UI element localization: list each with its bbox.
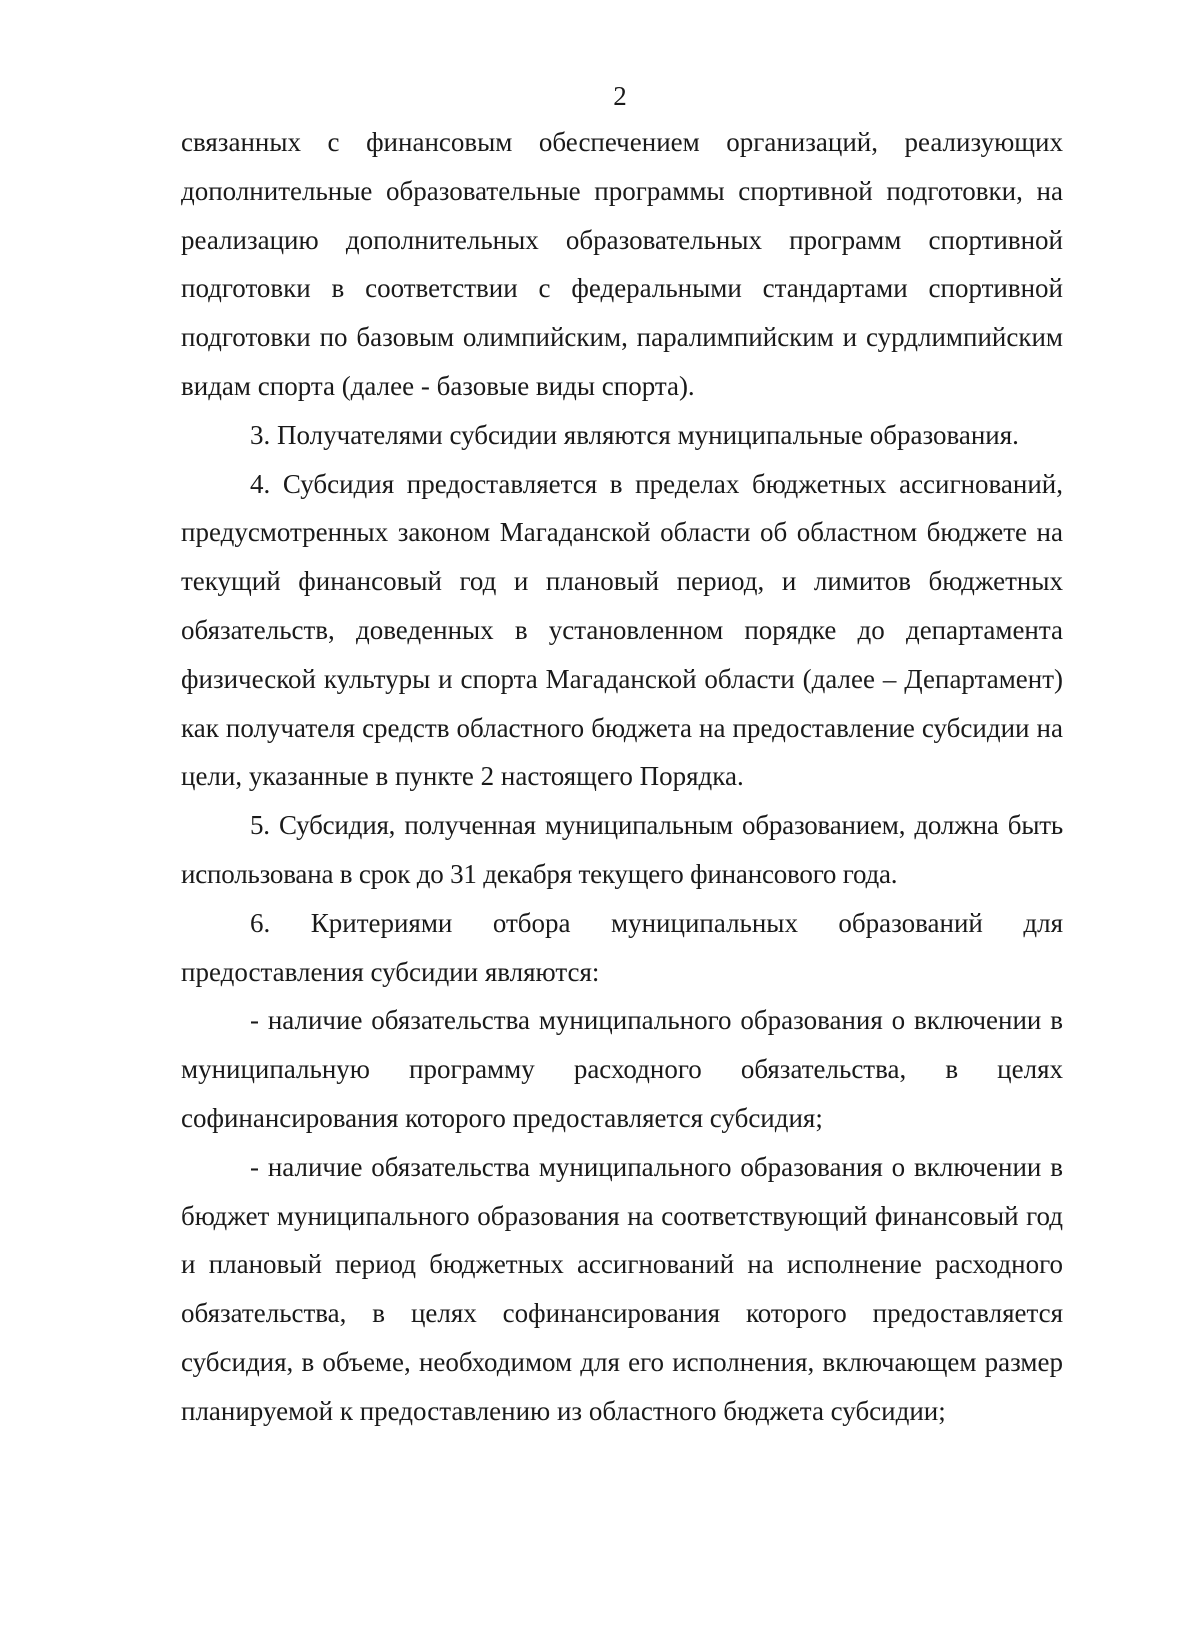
paragraph-item-5: 5. Субсидия, полученная муниципальным образованием, должна быть использована в срок до 31 декабря текущего финансового года.: [181, 810, 1063, 889]
document-body: [181, 118, 1063, 1436]
paragraph-item-3: 3. Получателями субсидии являются муниципальные образования.: [250, 419, 1019, 450]
paragraph-criterion-2: - наличие обязательства муниципального образования о включении в бюджет муниципального образования на соответствующий финансовый год и плановый период бюджетных ассигнований на исполнение расходного обязательства, в целях софинансирования которого предоставляется субсидия, в объеме, необходимом для его исполнения, включающем размер планируемой к предоставлению из областного бюджета субсидии;: [181, 1151, 1063, 1426]
paragraph-item-6: 6. Критериями отбора муниципальных образований для предоставления субсидии являются:: [181, 907, 1063, 987]
paragraph-criterion-1: - наличие обязательства муниципального образования о включении в муниципальную программу расходного обязательства, в целях софинансирования которого предоставляется субсидия;: [181, 1005, 1063, 1133]
paragraph-item-4: 4. Субсидия предоставляется в пределах бюджетных ассигнований, предусмотренных законом Магаданской области об областном бюджете на текущий финансовый год и плановый период, и лимитов бюджетных обязательств, доведенных в установленном порядке до департамента физической культуры и спорта Магаданской области (далее – Департамент) как получателя средств областного бюджета на предоставление субсидии на цели, указанные в пункте 2 настоящего Порядка.: [181, 468, 1063, 792]
page-number: 2: [613, 81, 627, 111]
paragraph-continuation: связанных с финансовым обеспечением организаций, реализующих дополнительные образовательные программы спортивной подготовки, на реализацию дополнительных образовательных программ спортивной подготовки в соответствии с федеральными стандартами спортивной подготовки по базовым олимпийским, паралимпийским и сурдлимпийским видам спорта (далее - базовые виды спорта).: [181, 127, 1063, 401]
